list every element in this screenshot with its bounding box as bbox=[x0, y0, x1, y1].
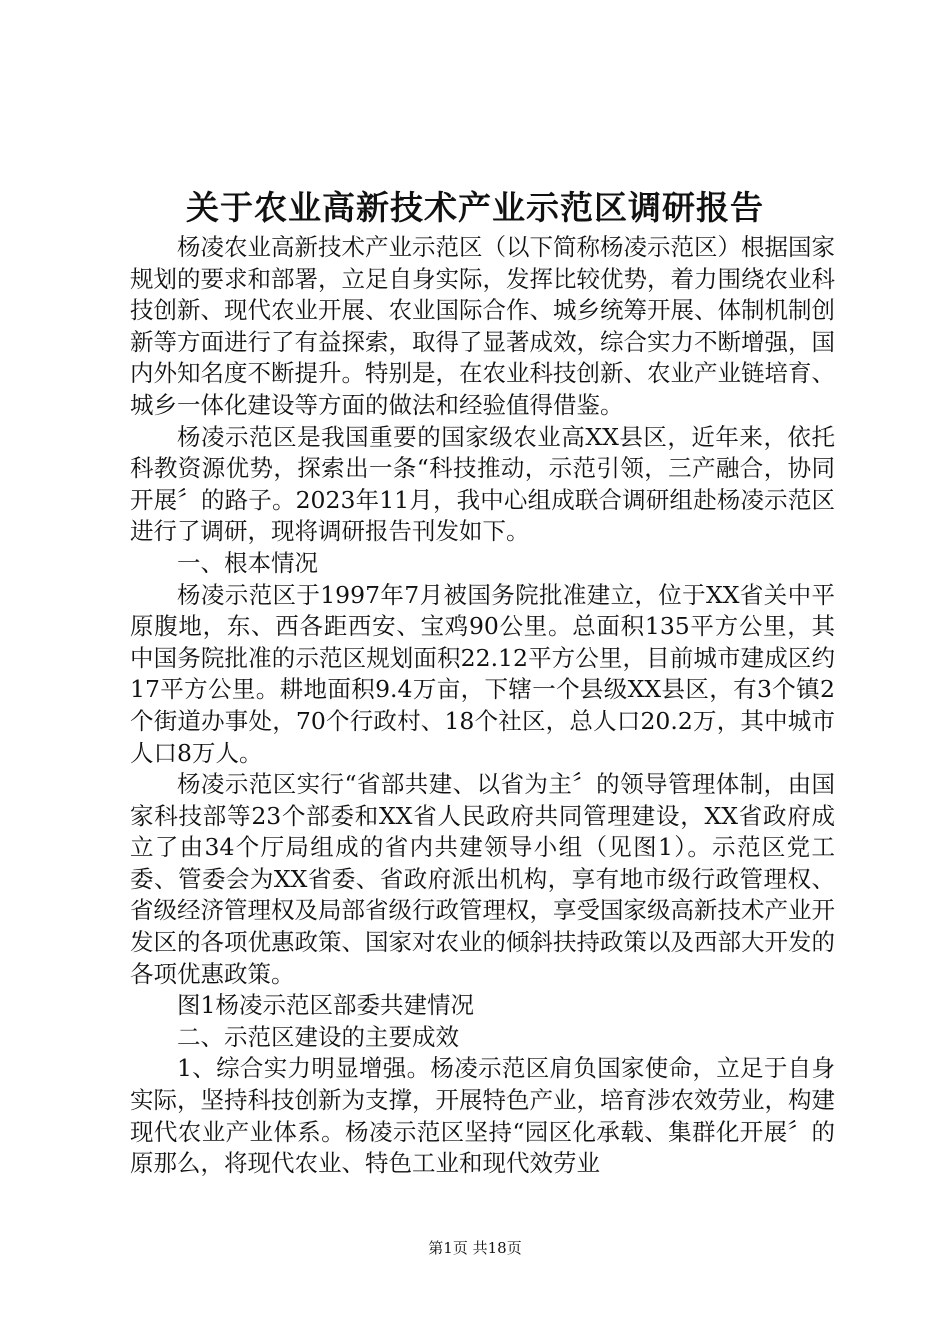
figure-caption: 图1杨凌示范区部委共建情况 bbox=[177, 991, 474, 1020]
paragraph-strength: 1、综合实力明显增强。杨凌示范区肩负国家使命，立足于自身实际，坚持科技创新为支撑，开展特色产业，培育涉农效劳业，构建现代农业产业体系。杨凌示范区坚持“园区化承载、集群化开展〞的原那么，将现代农业、特色工业和现代效劳业 bbox=[130, 1054, 835, 1178]
paragraph-management: 杨凌示范区实行“省部共建、以省为主〞的领导管理体制，由国家科技部等23个部委和XX省人民政府共同管理建设，XX省政府成立了由34个厅局组成的省内共建领导小组（见图1）。示范区党工委、管委会为XX省委、省政府派出机构，享有地市级行政管理权、省级经济管理权及局部省级行政管理权，享受国家级高新技术产业开发区的各项优惠政策、国家对农业的倾斜扶持政策以及西部大开发的各项优惠政策。 bbox=[130, 770, 835, 988]
paragraph-intro: 杨凌农业高新技术产业示范区（以下简称杨凌示范区）根据国家规划的要求和部署，立足自身实际，发挥比较优势，着力围绕农业科技创新、现代农业开展、农业国际合作、城乡统筹开展、体制机制创新等方面进行了有益探索，取得了显著成效，综合实力不断增强，国内外知名度不断提升。特别是，在农业科技创新、农业产业链培育、城乡一体化建设等方面的做法和经验值得借鉴。 bbox=[130, 233, 835, 419]
page-number: 第1页 共18页 bbox=[428, 1239, 522, 1257]
section-heading-results: 二、示范区建设的主要成效 bbox=[177, 1022, 459, 1051]
paragraph-basic-info: 杨凌示范区于1997年7月被国务院批准建立，位于XX省关中平原腹地，东、西各距西安、宝鸡90公里。总面积135平方公里，其中国务院批准的示范区规划面积22.12平方公里，目前城市建成区约17平方公里。耕地面积9.4万亩，下辖一个县级XX县区，有3个镇2个街道办事处，70个行政村、18个社区，总人口20.2万，其中城市人口8万人。 bbox=[130, 580, 835, 767]
section-heading-basic: 一、根本情况 bbox=[177, 548, 318, 577]
paragraph-background: 杨凌示范区是我国重要的国家级农业高XX县区，近年来，依托科教资源优势，探索出一条“科技推动，示范引领，三产融合，协同开展〞的路子。2023年11月，我中心组成联合调研组赴杨凌示范区进行了调研，现将调研报告刊发如下。 bbox=[130, 422, 835, 546]
document-title: 关于农业高新技术产业示范区调研报告 bbox=[186, 188, 764, 227]
document-body bbox=[130, 232, 835, 1180]
